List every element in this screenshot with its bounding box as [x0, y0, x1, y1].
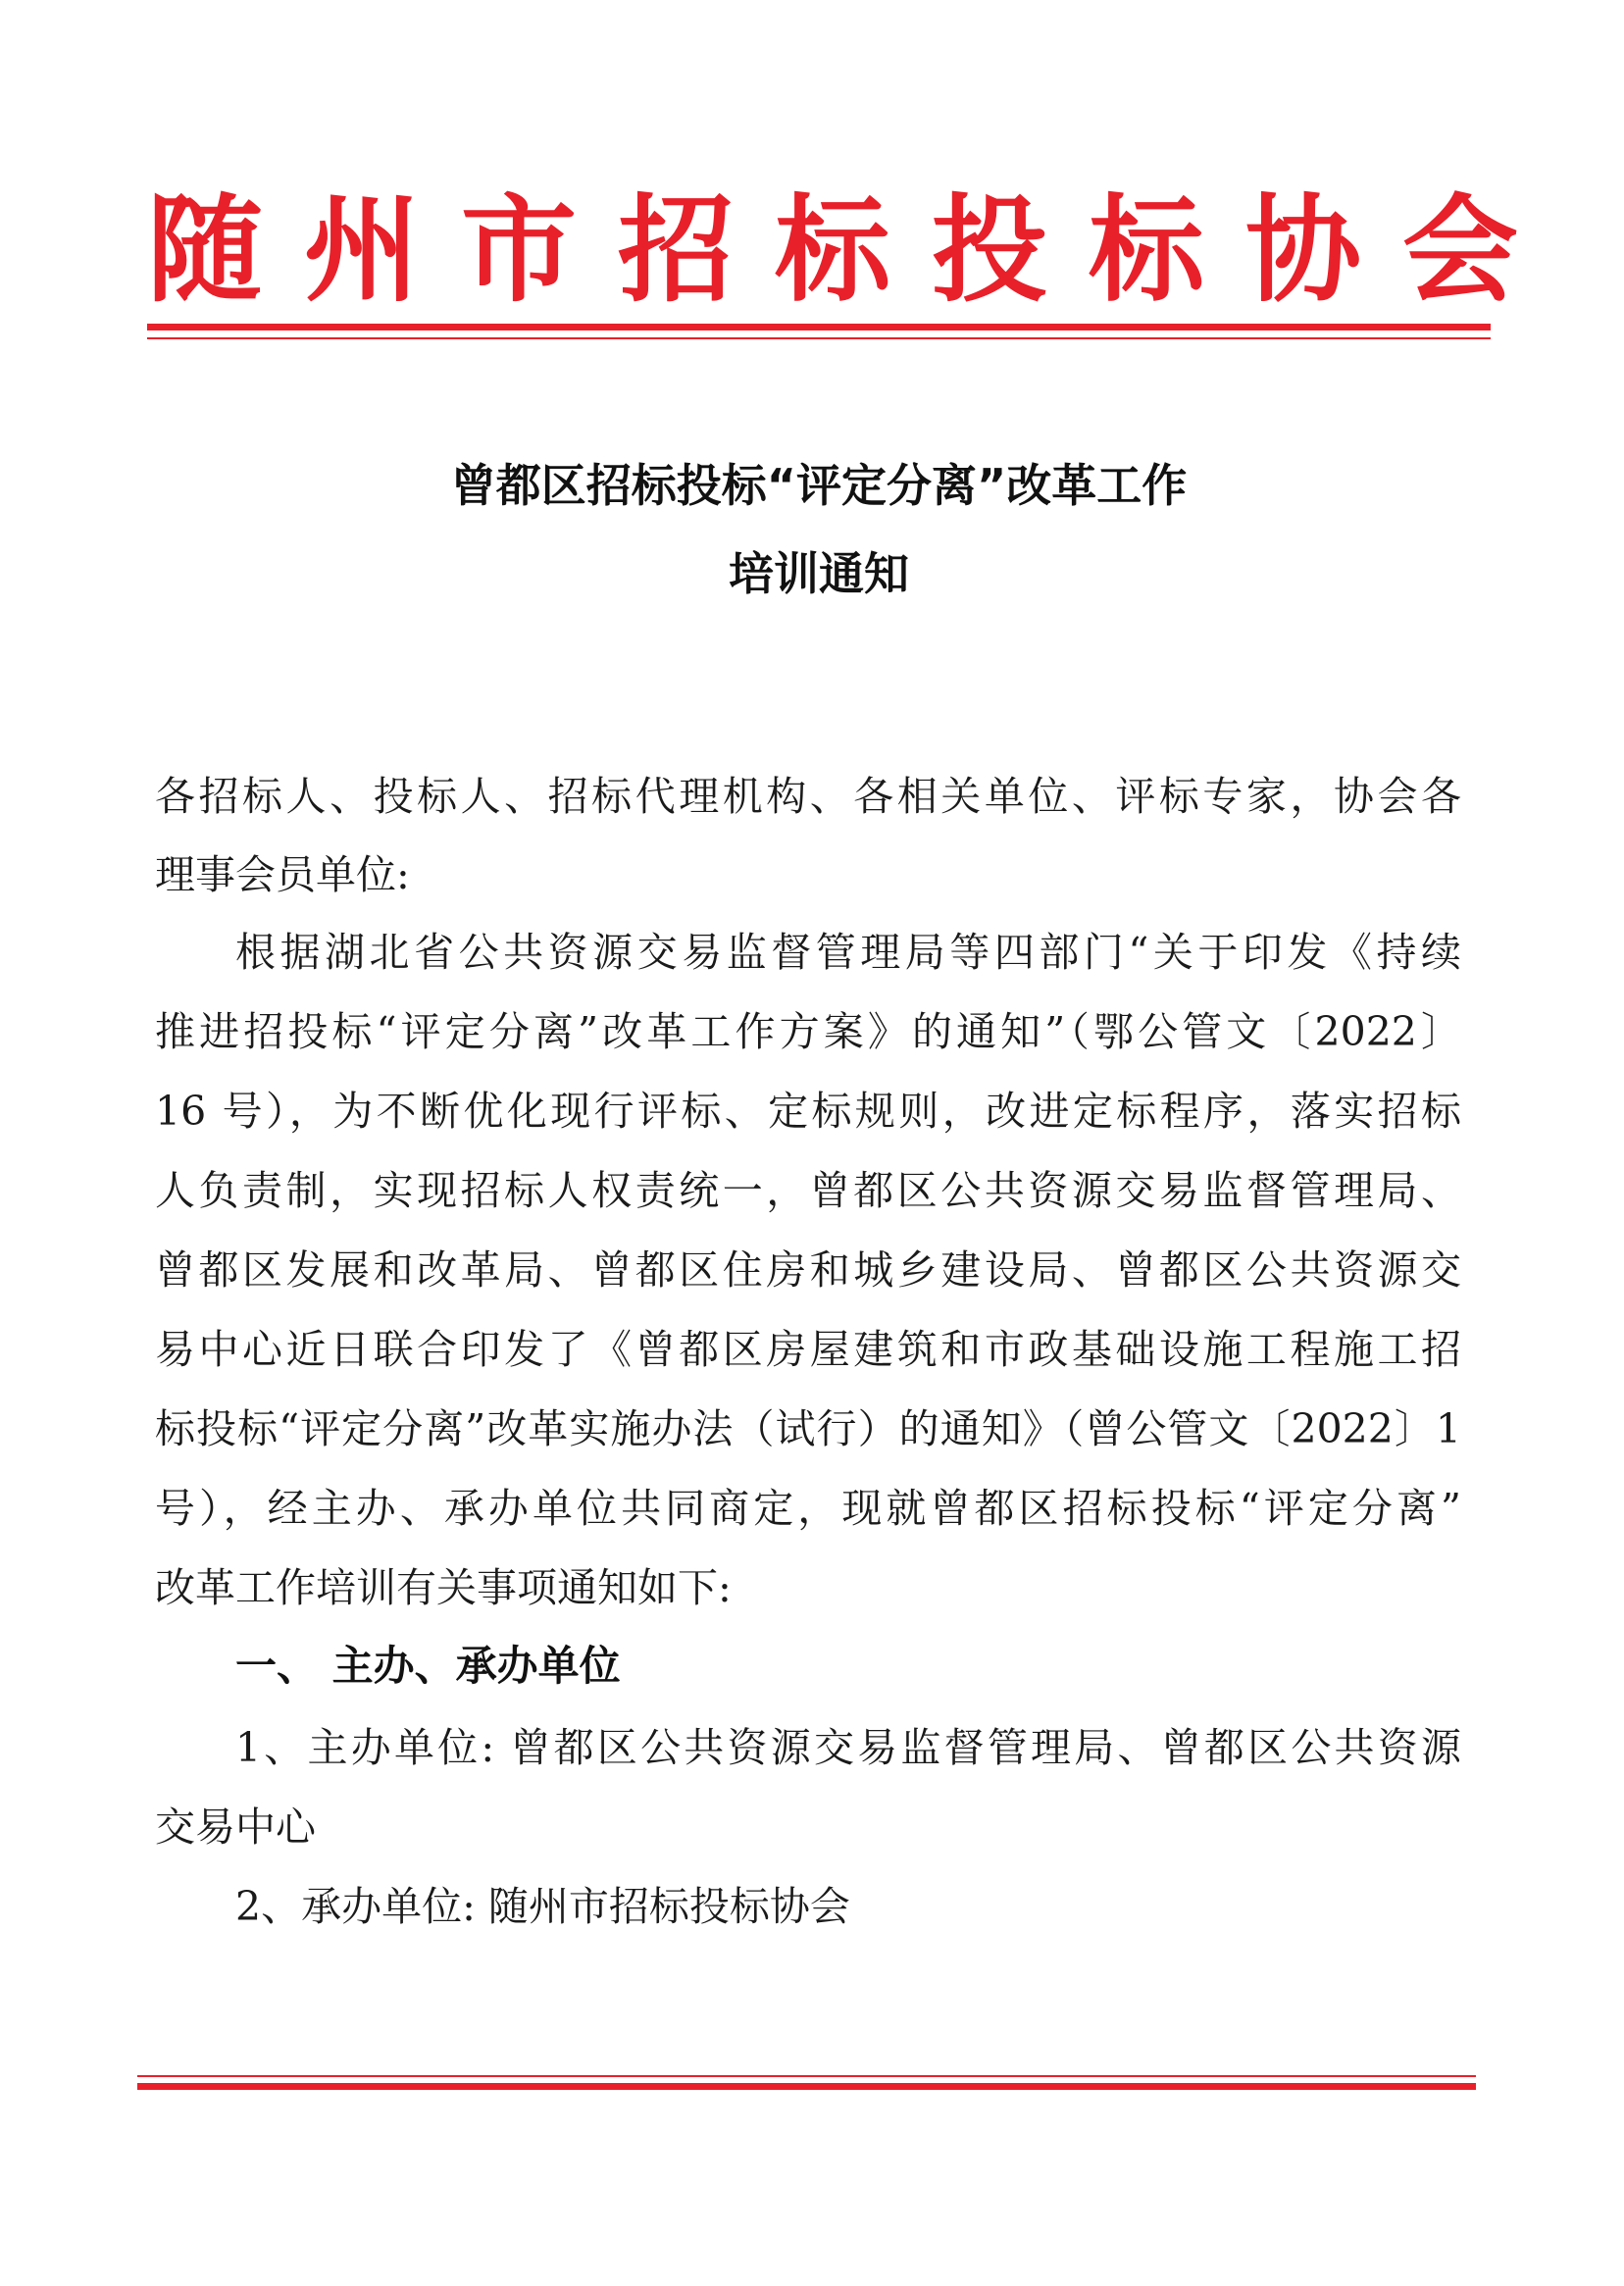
letterhead-rule-thick — [147, 324, 1491, 330]
paragraph-line: 16 号），为不断优化现行评标、定标规则，改进定标程序，落实招标 — [155, 1088, 1461, 1135]
document-title-line-1: 曾都区招标投标“评定分离”改革工作 — [450, 459, 1188, 512]
paragraph-line: 根据湖北省公共资源交易监督管理局等四部门“关于印发《持续 — [235, 929, 1461, 976]
paragraph-line: 标投标“评定分离”改革实施办法（试行）的通知》（曾公管文〔2022〕1 — [155, 1405, 1461, 1452]
paragraph-line: 号），经主办、承办单位共同商定，现就曾都区招标投标“评定分离” — [155, 1485, 1461, 1532]
paragraph-line: 人负责制，实现招标人权责统一，曾都区公共资源交易监督管理局、 — [155, 1167, 1461, 1214]
letterhead-rule-thin — [147, 337, 1491, 339]
section-heading: 一、 主办、承办单位 — [235, 1642, 621, 1690]
paragraph-line: 易中心近日联合印发了《曾都区房屋建筑和市政基础设施工程施工招 — [155, 1326, 1461, 1373]
paragraph-line: 推进招投标“评定分离”改革工作方案》的通知”（鄂公管文〔2022〕 — [155, 1008, 1461, 1055]
footer-rule-thin — [137, 2075, 1476, 2077]
paragraph-line: 曾都区发展和改革局、曾都区住房和城乡建设局、曾都区公共资源交 — [155, 1246, 1461, 1294]
salutation-line-1: 各招标人、投标人、招标代理机构、各相关单位、评标专家，协会各 — [155, 773, 1461, 820]
section-item-line: 1、主办单位: 曾都区公共资源交易监督管理局、曾都区公共资源 — [235, 1724, 1461, 1771]
section-item-line: 交易中心 — [155, 1803, 316, 1851]
letterhead-title: 随州市招标投标协会 — [147, 181, 1560, 318]
section-item-line: 2、承办单位: 随州市招标投标协会 — [235, 1883, 850, 1930]
document-title-line-2: 培训通知 — [729, 547, 909, 600]
paragraph-line: 改革工作培训有关事项通知如下: — [155, 1564, 732, 1611]
salutation-line-2: 理事会员单位: — [155, 851, 410, 898]
footer-rule-thick — [137, 2083, 1476, 2090]
